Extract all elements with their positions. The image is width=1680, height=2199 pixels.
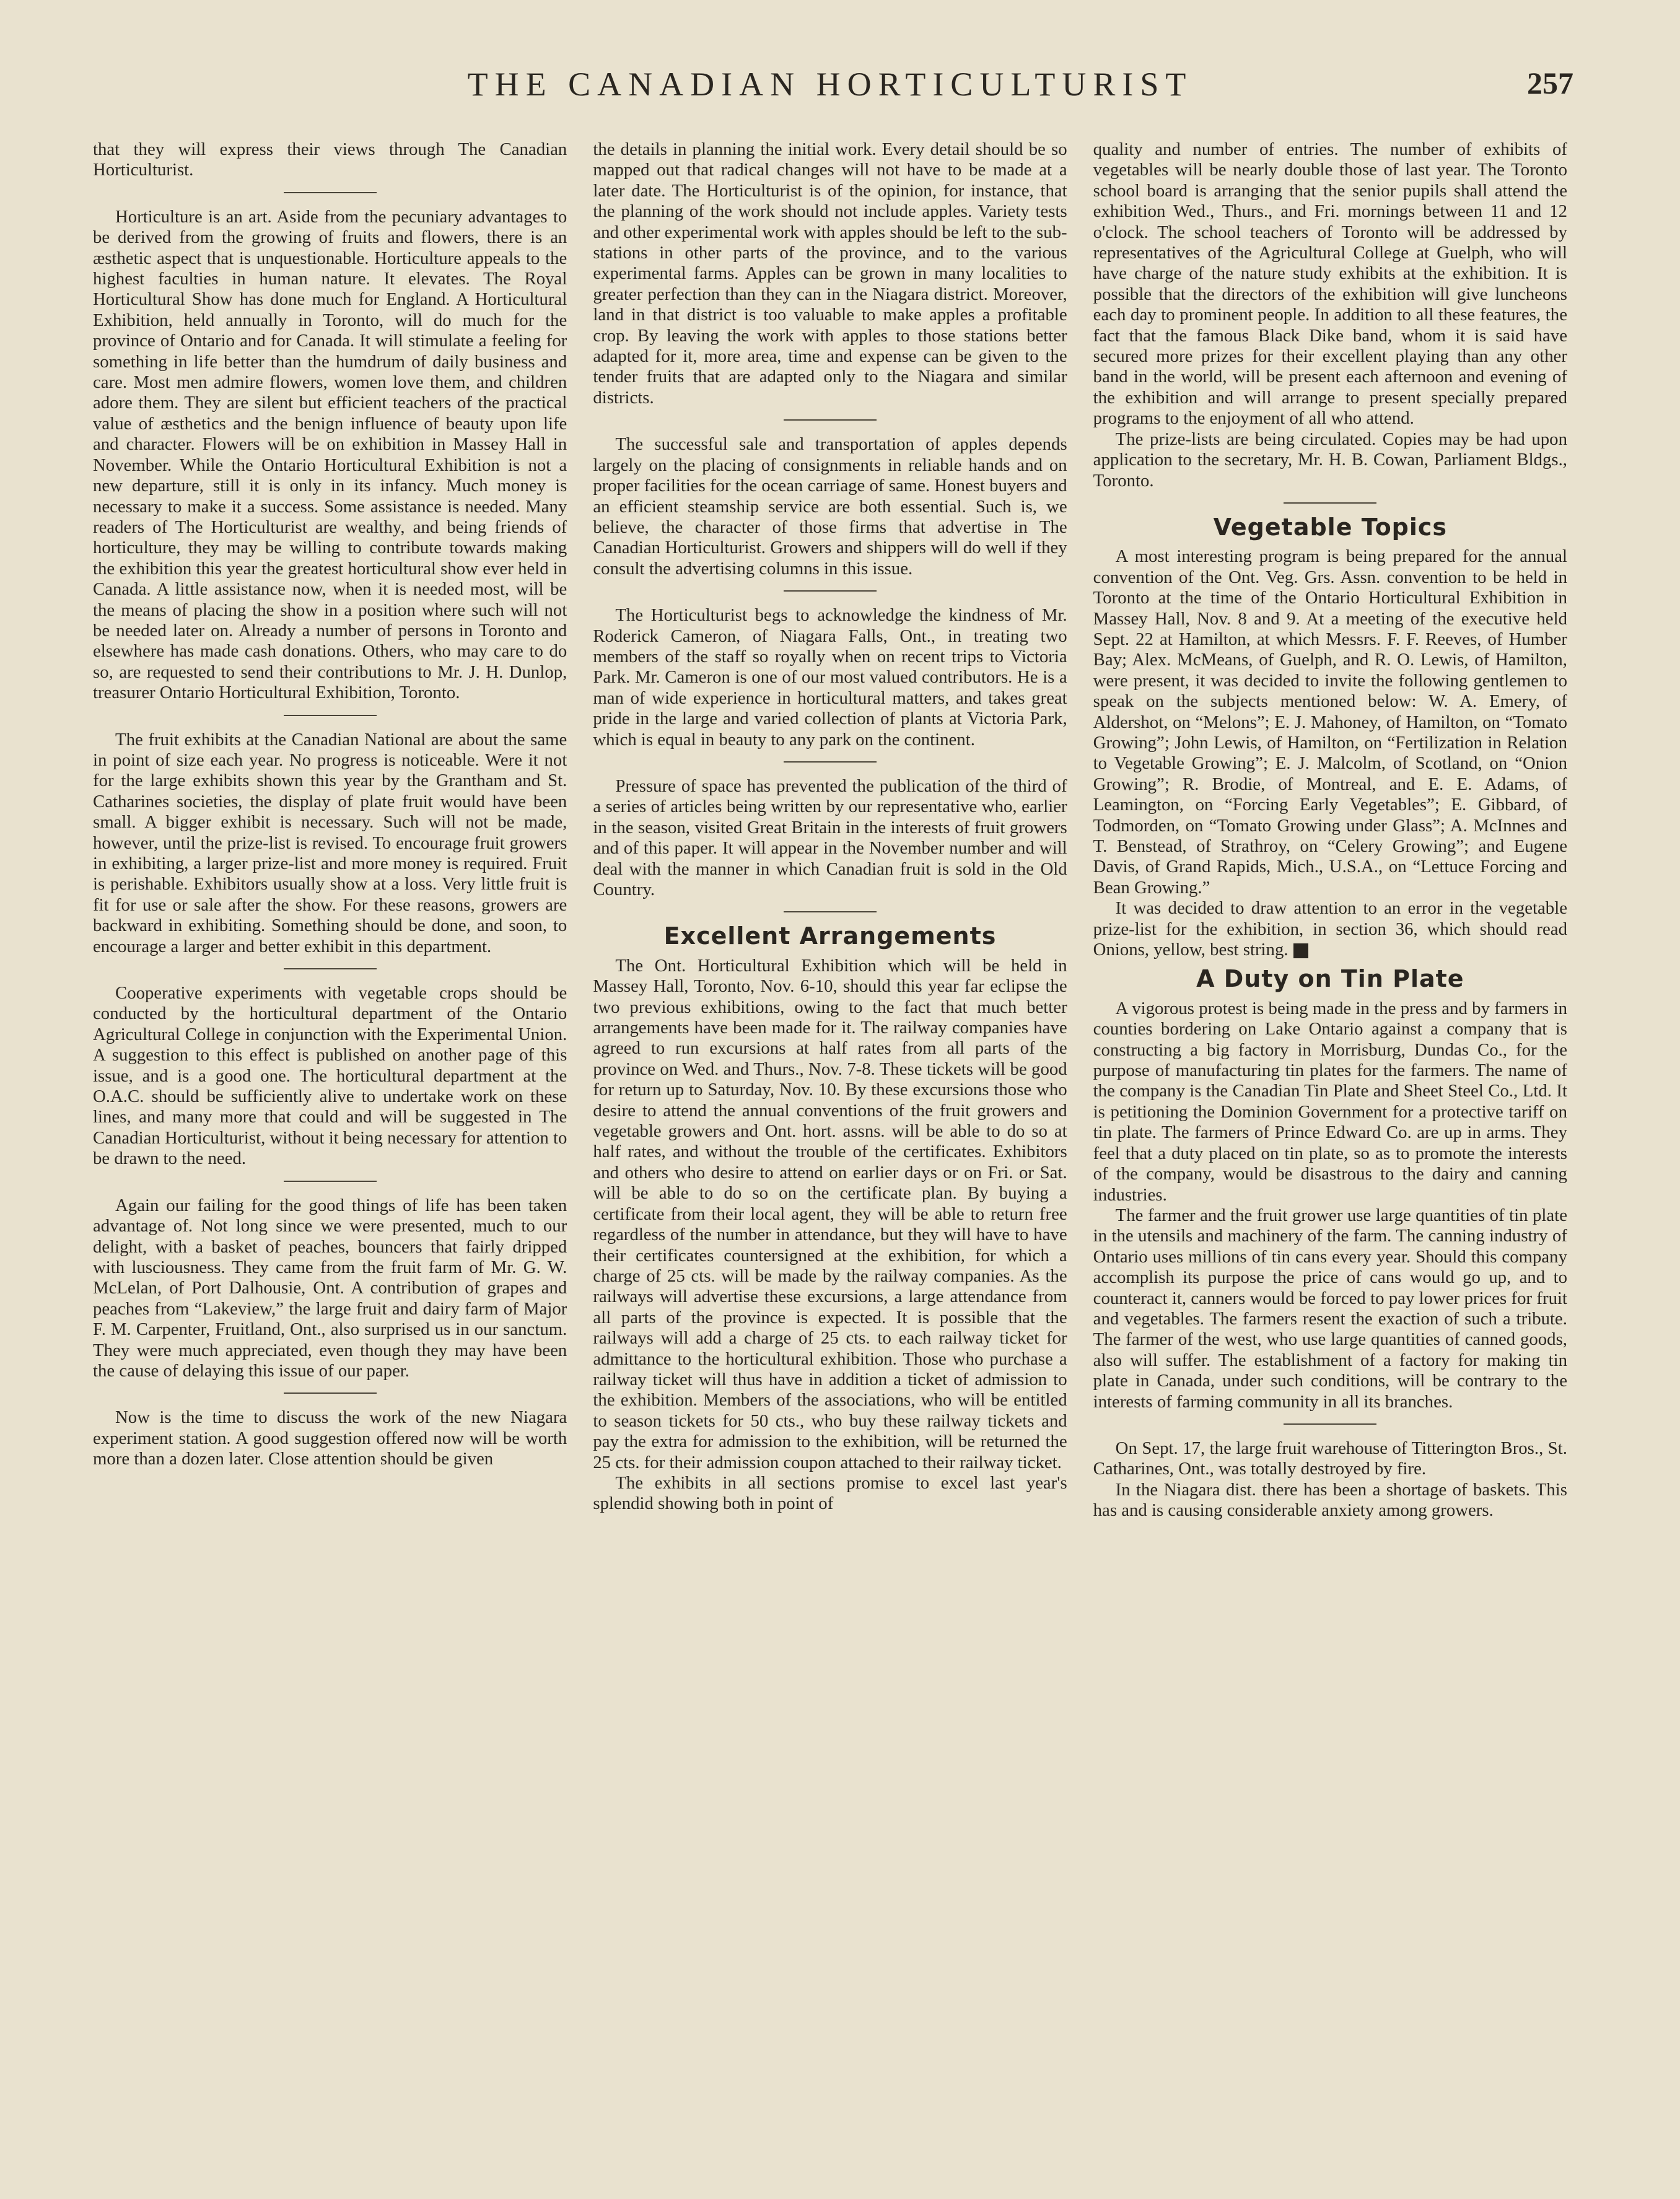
- section-heading: Vegetable Topics: [1213, 513, 1448, 541]
- paragraph: The Horticulturist begs to acknowledge the kindness of Mr. Roderick Cameron, of Niagara Falls, Ont., in treating two members of the staff so royally when on recent trips to Victoria Park. Mr. Cameron is one of our most valued contributors. He is a man of wide experience in horticultural matters, and takes great pride in the large and varied collection of plants at Victoria Park, which is equal in beauty to any park on the continent.: [593, 605, 1067, 750]
- end-mark-icon: [1293, 943, 1308, 958]
- paragraph: Again our failing for the good things of life has been taken advantage of. Not long since we were presented, much to our delight, with a basket of peaches, bouncers that fairly dripped with lusciousness. They came from the fruit farm of Mr. G. W. McLelan, of Port Dalhousie, Ont. A contribution of grapes and peaches from “Lakeview,” the large fruit and dairy farm of Major F. M. Carpenter, Fruitland, Ont., also surprised us in our sanctum. They were much appreciated, even though they may have been the cause of delaying this issue of our paper.: [93, 1195, 567, 1381]
- paragraph: the details in planning the initial work. Every detail should be so mapped out that radical changes will not have to be made at a later date. The Horticulturist is of the opinion, for instance, that the planning of the work should not include apples. Variety tests and other experimental work with apples should be left to the sub-stations in other parts of the province, and to the various experimental farms. Apples can be grown in many localities to greater perfection than they can in the Niagara district. Moreover, land in that district is too valuable to make apples a profitable crop. By leaving the work with apples to those stations better adapted for it, more area, time and expense can be given to the tender fruits that are adapted only to the Niagara and similar districts.: [593, 139, 1067, 408]
- divider: [784, 590, 877, 592]
- paragraph: that they will express their views through The Canadian Horticulturist.: [93, 139, 567, 180]
- paragraph: [1093, 898, 1567, 960]
- paragraph: The exhibits in all sections promise to excel last year's splendid showing both in point of: [593, 1472, 1067, 1514]
- journal-title: THE CANADIAN HORTICULTURIST: [467, 66, 1193, 103]
- divider: [784, 419, 877, 421]
- divider: [784, 761, 877, 763]
- paragraph: The successful sale and transportation of apples depends largely on the placing of consignments in reliable hands and on proper facilities for the ocean carriage of same. Honest buyers and an efficient steamship service are both essential. Such is, we believe, the character of those firms that advertise in The Canadian Horticulturist. Growers and shippers will do well if they consult the advertising columns in this issue.: [593, 434, 1067, 579]
- paragraph: In the Niagara dist. there has been a shortage of baskets. This has and is causing considerable anxiety among growers.: [1093, 1479, 1567, 1521]
- divider: [284, 715, 377, 716]
- paragraph: A most interesting program is being prepared for the annual convention of the Ont. Veg. Grs. Assn. convention to be held in Toronto at the time of the Ontario Horticultural Exhibition in Massey Hall, Nov. 8 and 9. At a meeting of the executive held Sept. 22 at Hamilton, at which Messrs. F. F. Reeves, of Humber Bay; Alex. McMeans, of Guelph, and R. O. Lewis, of Hamilton, were present, it was decided to invite the following gentlemen to speak on the subjects mentioned below: W. A. Emery, of Aldershot, on “Melons”; E. J. Mahoney, of Hamilton, on “Tomato Growing”; John Lewis, of Hamilton, on “Fertilization in Relation to Vegetable Growing”; E. J. Malcolm, of Scotland, on “Onion Growing”; R. Brodie, of Montreal, and E. E. Adams, of Leamington, on “Forcing Early Vegetables”; E. Gibbard, of Todmorden, on “Tomato Growing under Glass”; A. McInnes and T. Benstead, of Strathroy, on “Celery Growing”; and Eugene Davis, of Grand Rapids, Mich., U.S.A., on “Lettuce Forcing and Bean Growing.”: [1093, 546, 1567, 898]
- paragraph: The farmer and the fruit grower use large quantities of tin plate in the utensils and machinery of the farm. The canning industry of Ontario uses millions of tin cans every year. Should this company accomplish its purpose the price of cans would go up, and to counteract it, canners would be forced to pay lower prices for fruit and vegetables. The farmers resent the exaction of such a tribute. The farmer of the west, who use large quantities of canned goods, also will suffer. The establishment of a factory for making tin plate in Canada, under such conditions, will be contrary to the interests of farming community in all its branches.: [1093, 1205, 1567, 1412]
- paragraph: A vigorous protest is being made in the press and by farmers in counties bordering on Lake Ontario against a company that is constructing a big factory in Morrisburg, Dundas Co., for the purpose of manufacturing tin plates for the farmers. The name of the company is the Canadian Tin Plate and Sheet Steel Co., Ltd. It is petitioning the Dominion Government for a protective tariff on tin plate. The farmers of Prince Edward Co. are up in arms. They feel that a duty placed on tin plate, so as to promote the interests of the company, would be disastrous to the dairy and canning industries.: [1093, 998, 1567, 1205]
- paragraph: The prize-lists are being circulated. Copies may be had upon application to the secretary, Mr. H. B. Cowan, Parliament Bldgs., Toronto.: [1093, 429, 1567, 491]
- paragraph: On Sept. 17, the large fruit warehouse of Titterington Bros., St. Catharines, Ont., was totally destroyed by fire.: [1093, 1438, 1567, 1479]
- divider: [284, 192, 377, 193]
- page-number: 257: [1527, 66, 1573, 100]
- section-heading: Excellent Arrangements: [663, 922, 997, 950]
- section-heading: A Duty on Tin Plate: [1196, 965, 1464, 993]
- paragraph: Now is the time to discuss the work of the new Niagara experiment station. A good suggestion offered now will be worth more than a dozen later. Close attention should be given: [93, 1407, 567, 1469]
- article-columns: [93, 139, 1567, 2171]
- divider: [1284, 502, 1376, 504]
- paragraph: The Ont. Horticultural Exhibition which will be held in Massey Hall, Toronto, Nov. 6-10, should this year far eclipse the two previous exhibitions, owing to the fact that much better arrangements have been made for it. The railway companies have agreed to run excursions at half rates from all parts of the province on Wed. and Thurs., Nov. 7-8. These tickets will be good for return up to Saturday, Nov. 10. By these excursions those who desire to attend the annual conventions of the fruit growers and vegetable growers and Ont. hort. assns. will be able to do so at half rates, and without the trouble of the certificates. Exhibitors and others who desire to attend on earlier days or on Fri. or Sat. will be able to do so on the certificate plan. By buying a certificate from their local agent, they will be able to return free regardless of the number in attendance, but they will have to have their certificates countersigned at the exhibition, for which a charge of 25 cts. will be made by the railway companies. As the railways will advertise these excursions, a large attendance from all parts of the province is expected. It is possible that the railways will add a charge of 25 cts. to each railway ticket for admittance to the horticultural exhibition. Those who purchase a railway ticket will thus have in addition a ticket of admission to the exhibition. Members of the associations, who will be entitled to season tickets for 50 cts., who buy these railway tickets and pay the extra for admission to the exhibition, will be returned the 25 cts. for their admission coupon attached to their railway ticket.: [593, 955, 1067, 1472]
- divider: [284, 1181, 377, 1182]
- divider: [284, 968, 377, 969]
- divider: [784, 911, 877, 912]
- divider: [284, 1392, 377, 1394]
- paragraph: quality and number of entries. The number of exhibits of vegetables will be nearly double those of last year. The Toronto school board is arranging that the senior pupils shall attend the exhibition Wed., Thurs., and Fri. mornings between 11 and 12 o'clock. The school teachers of Toronto will be addressed by representatives of the Agricultural College at Guelph, who will have charge of the nature study exhibits at the exhibition. It is possible that the directors of the exhibition will give luncheons each day to prominent people. In addition to all these features, the fact that the famous Black Dike band, whom it is said have secured more prizes for their excellent playing than any other band in the world, will be present each afternoon and evening of the exhibition and will arrange to present specially prepared programs to the enjoyment of all who attend.: [1093, 139, 1567, 429]
- column-2: [593, 139, 1067, 2171]
- paragraph: Horticulture is an art. Aside from the pecuniary advantages to be derived from the growing of fruits and flowers, there is an æsthetic aspect that is unquestionable. Horticulture appeals to the highest faculties in human nature. It elevates. The Royal Horticultural Show has done much for England. A Horticultural Exhibition, held annually in Toronto, will do much for the province of Ontario and for Canada. It will stimulate a feeling for something in life better than the humdrum of daily business and care. Most men admire flowers, women love them, and children adore them. They are silent but efficient teachers of the practical value of æsthetics and the benign influence of beauty upon life and character. Flowers will be on exhibition in Massey Hall in November. While the Ontario Horticultural Exhibition is not a new departure, still it is only in its infancy. Much money is necessary to make it a success. Some assistance is needed. Many readers of The Horticulturist are wealthy, and being friends of horticulture, they may be willing to contribute towards making the exhibition this year the greatest horticultural show ever held in Canada. A little assistance now, when it is needed most, will be the means of placing the show in a position where such will not be needed later on. Already a number of persons in Toronto and elsewhere has made cash donations. Others, who may care to do so, are requested to send their contributions to Mr. J. H. Dunlop, treasurer Ontario Horticultural Exhibition, Toronto.: [93, 206, 567, 703]
- paragraph: Pressure of space has prevented the publication of the third of a series of articles being written by our representative who, earlier in the season, visited Great Britain in the interests of fruit growers and of this paper. It will appear in the November number and will deal with the manner in which Canadian fruit is sold in the Old Country.: [593, 776, 1067, 899]
- paragraph: The fruit exhibits at the Canadian National are about the same in point of size each year. No progress is noticeable. Were it not for the large exhibits shown this year by the Grantham and St. Catharines societies, the display of plate fruit would have been small. A bigger exhibit is necessary. Such will not be made, however, until the prize-list is revised. To encourage fruit growers in exhibiting, a larger prize-list and more money is required. Fruit is perishable. Exhibitors usually show at a loss. Very little fruit is fit for use or sale after the show. For these reasons, growers are backward in exhibiting. Something should be done, and soon, to encourage a larger and better exhibit in this department.: [93, 729, 567, 956]
- column-1: [93, 139, 567, 2171]
- page-header: [87, 65, 1573, 115]
- paragraph-text: It was decided to draw attention to an error in the vegetable prize-list for the exhibition, in section 36, which should read Onions, yellow, best string.: [1093, 898, 1567, 960]
- paragraph: Cooperative experiments with vegetable crops should be conducted by the horticultural department of the Ontario Agricultural College in conjunction with the Experimental Union. A suggestion to this effect is published on another page of this issue, and is a good one. The horticultural department at the O.A.C. should be sufficiently alive to undertake work on these lines, and many more that could and will be suggested in The Canadian Horticulturist, without it being necessary for attention to be drawn to the need.: [93, 983, 567, 1169]
- divider: [1284, 1423, 1376, 1425]
- column-3: [1093, 139, 1567, 2171]
